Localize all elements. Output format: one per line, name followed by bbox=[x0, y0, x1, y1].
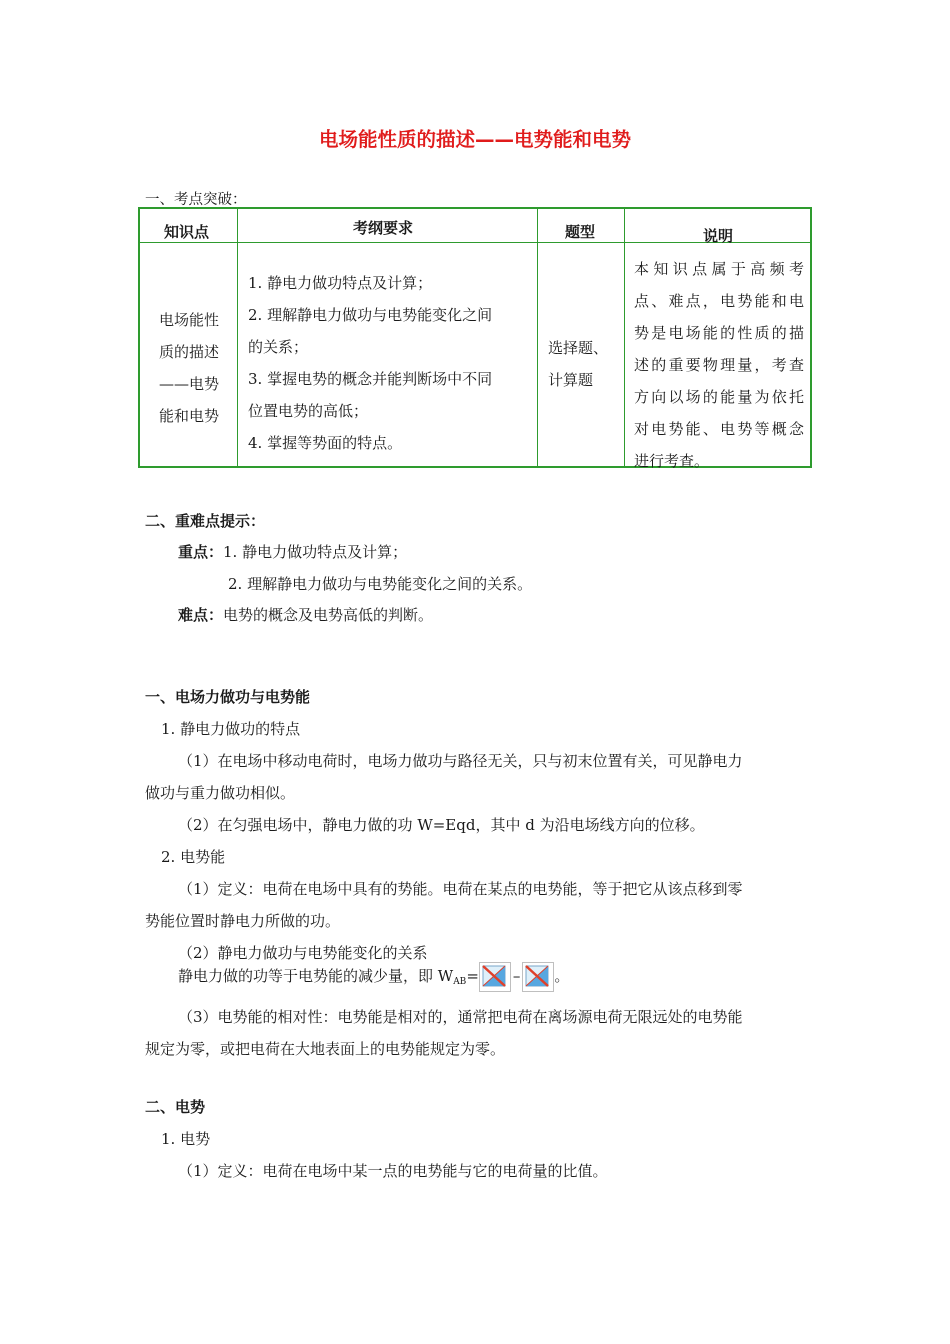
cell-line: 能和电势 bbox=[158, 407, 219, 425]
part2-p1: （1）定义：电荷在电场中某一点的电势能与它的电荷量的比值。 bbox=[178, 1162, 608, 1180]
note-line: 本知识点属于高频考 bbox=[634, 260, 804, 278]
table-cell-knowledge-point bbox=[156, 304, 222, 432]
requirement-line: 1. 静电力做功特点及计算； bbox=[248, 274, 433, 292]
part1-p1-line2: 做功与重力做功相似。 bbox=[145, 784, 296, 802]
document-title: 电场能性质的描述——电势能和电势 bbox=[318, 128, 631, 151]
part2-item1: 1. 电势 bbox=[161, 1130, 211, 1148]
requirement-line: 的关系； bbox=[248, 338, 309, 356]
formula-subscript: AB bbox=[453, 977, 467, 987]
formula-equals: = bbox=[466, 967, 479, 985]
difficult-points-line bbox=[178, 604, 433, 625]
broken-image-icon bbox=[522, 962, 554, 992]
part2-heading: 二、电势 bbox=[145, 1098, 206, 1116]
part1-p3-line1: （1）定义：电荷在电场中具有的势能。电荷在某点的电势能，等于把它从该点移到零 bbox=[178, 880, 743, 898]
difficult-text: 电势的概念及电势高低的判断。 bbox=[223, 606, 434, 624]
note-line: 述的重要物理量，考查 bbox=[634, 356, 804, 374]
note-line: 进行考查。 bbox=[634, 452, 710, 470]
section2-heading: 二、重难点提示： bbox=[145, 512, 266, 530]
requirement-line: 4. 掌握等势面的特点。 bbox=[248, 434, 403, 452]
note-line: 对电势能、电势等概念 bbox=[634, 420, 804, 438]
part1-p2: （2）在匀强电场中，静电力做的功 W=Eqd，其中 d 为沿电场线方向的位移。 bbox=[178, 816, 705, 834]
key-points-line-1 bbox=[178, 541, 407, 562]
part1-item1: 1. 静电力做功的特点 bbox=[161, 720, 301, 738]
requirement-line: 3. 掌握电势的概念并能判断场中不同 bbox=[248, 370, 493, 388]
part1-p6-line1: （3）电势能的相对性：电势能是相对的，通常把电荷在离场源电荷无限远处的电势能 bbox=[178, 1008, 743, 1026]
formula-text: 静电力做的功等于电势能的减少量，即 W bbox=[178, 967, 454, 985]
table-header-question-type: 题型 bbox=[565, 223, 596, 241]
table-cell-question-type bbox=[548, 332, 608, 396]
requirement-line: 2. 理解静电力做功与电势能变化之间 bbox=[248, 306, 493, 324]
part1-item2: 2. 电势能 bbox=[161, 848, 226, 866]
key-item-1: 1. 静电力做功特点及计算； bbox=[223, 543, 408, 561]
difficult-label: 难点： bbox=[178, 606, 224, 624]
part1-p5-formula-line bbox=[178, 962, 569, 996]
note-line: 方向以场的能量为依托 bbox=[634, 388, 804, 406]
broken-image-icon bbox=[479, 962, 511, 992]
table-cell-notes bbox=[634, 253, 804, 477]
section1-heading: 一、考点突破： bbox=[145, 192, 247, 208]
requirement-line: 位置电势的高低； bbox=[248, 402, 369, 420]
key-item-2: 2. 理解静电力做功与电势能变化之间的关系。 bbox=[228, 575, 533, 593]
table-col-divider bbox=[537, 209, 538, 466]
cell-line: 电场能性 bbox=[158, 311, 219, 329]
part1-p4: （2）静电力做功与电势能变化的关系 bbox=[178, 944, 428, 962]
table-cell-requirements bbox=[248, 267, 492, 459]
cell-line: 计算题 bbox=[548, 371, 594, 389]
note-line: 点、难点，电势能和电 bbox=[634, 292, 804, 310]
part1-heading: 一、电场力做功与电势能 bbox=[145, 688, 311, 706]
note-line: 势是电场能的性质的描 bbox=[634, 324, 804, 342]
part1-p3-line2: 势能位置时静电力所做的功。 bbox=[145, 912, 341, 930]
part1-p6-line2: 规定为零，或把电荷在大地表面上的电势能规定为零。 bbox=[145, 1040, 506, 1058]
table-col-divider bbox=[237, 209, 238, 466]
cell-line: ——电势 bbox=[158, 375, 219, 393]
exam-points-table bbox=[138, 207, 812, 468]
table-col-divider bbox=[624, 209, 625, 466]
part1-p1-line1: （1）在电场中移动电荷时，电场力做功与路径无关，只与初末位置有关，可见静电力 bbox=[178, 752, 743, 770]
formula-period: 。 bbox=[554, 967, 570, 985]
key-label: 重点： bbox=[178, 543, 224, 561]
cell-line: 选择题、 bbox=[548, 339, 609, 357]
table-header-knowledge: 知识点 bbox=[164, 223, 210, 241]
formula-minus: – bbox=[512, 967, 521, 985]
table-header-requirements: 考纲要求 bbox=[353, 219, 414, 237]
cell-line: 质的描述 bbox=[158, 343, 219, 361]
table-header-notes: 说明 bbox=[703, 227, 734, 245]
